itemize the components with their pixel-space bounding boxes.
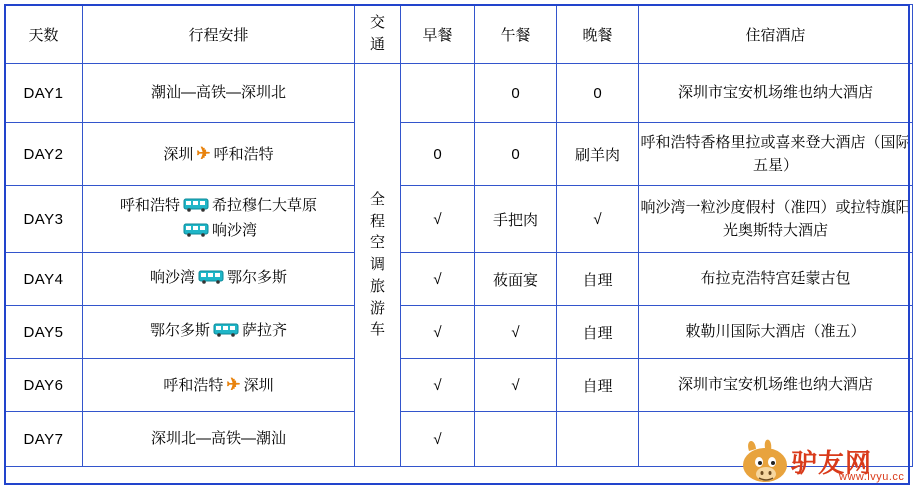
header-breakfast: 早餐	[401, 5, 475, 64]
lunch-cell: √	[475, 306, 557, 359]
day-label: DAY1	[5, 64, 83, 123]
lunch-cell	[475, 412, 557, 467]
plan-cell	[83, 306, 355, 359]
breakfast-cell: 0	[401, 123, 475, 186]
watermark-subtitle: www.lvyu.cc	[839, 471, 905, 483]
day-label: DAY7	[5, 412, 83, 467]
plan-cell	[83, 186, 355, 253]
header-transport-label: 交通	[370, 14, 386, 53]
dinner-cell: 刷羊肉	[557, 123, 639, 186]
plan-text: 深圳北—高铁—潮汕	[150, 430, 286, 448]
lunch-cell: 0	[475, 123, 557, 186]
transport-text: 全程空调旅游车	[370, 190, 386, 339]
plan-to: 呼和浩特	[213, 145, 274, 163]
dinner-cell	[557, 412, 639, 467]
lunch-cell: 0	[475, 64, 557, 123]
itinerary-table	[4, 4, 913, 467]
hotel-cell: 布拉克浩特宫廷蒙古包	[639, 253, 913, 306]
hotel-cell: 响沙湾一粒沙度假村（准四）或拉特旗阳光奥斯特大酒店	[639, 186, 913, 253]
dinner-cell: 0	[557, 64, 639, 123]
plan-to: 萨拉齐	[242, 322, 288, 340]
header-transport	[355, 5, 401, 64]
table-row	[5, 64, 913, 123]
breakfast-cell: √	[401, 253, 475, 306]
plan-from: 鄂尔多斯	[149, 322, 210, 340]
table-row	[5, 359, 913, 412]
header-day: 天数	[5, 5, 83, 64]
plan-to: 响沙湾	[211, 222, 257, 239]
header-plan: 行程安排	[83, 5, 355, 64]
plane-icon: ✈	[196, 143, 211, 163]
watermark-title: 驴友网	[791, 449, 873, 478]
breakfast-cell: √	[401, 359, 475, 412]
lunch-cell: √	[475, 359, 557, 412]
hotel-cell: 敕勒川国际大酒店（准五）	[639, 306, 913, 359]
day-label: DAY4	[5, 253, 83, 306]
plan-from: 呼和浩特	[163, 376, 224, 394]
header-hotel: 住宿酒店	[639, 5, 913, 64]
day-label: DAY5	[5, 306, 83, 359]
bus-icon	[180, 196, 212, 219]
transport-cell	[355, 64, 401, 467]
day-label: DAY2	[5, 123, 83, 186]
hotel-cell: 呼和浩特香格里拉或喜来登大酒店（国际五星）	[639, 123, 913, 186]
lunch-cell: 莜面宴	[475, 253, 557, 306]
day-label: DAY6	[5, 359, 83, 412]
bus-icon	[195, 268, 227, 291]
plan-from: 呼和浩特	[119, 196, 180, 214]
dinner-cell: √	[557, 186, 639, 253]
bus-icon	[210, 321, 242, 344]
plan-to: 鄂尔多斯	[227, 269, 288, 287]
breakfast-cell: √	[401, 186, 475, 253]
itinerary-table-container	[4, 4, 912, 487]
bus-icon	[180, 221, 212, 244]
plan-cell	[83, 64, 355, 123]
plan-cell	[83, 123, 355, 186]
breakfast-cell: √	[401, 306, 475, 359]
plan-mid: 希拉穆仁大草原	[212, 196, 318, 214]
table-row	[5, 123, 913, 186]
breakfast-cell	[401, 64, 475, 123]
dinner-cell: 自理	[557, 253, 639, 306]
hotel-cell: 深圳市宝安机场维也纳大酒店	[639, 64, 913, 123]
header-dinner: 晚餐	[557, 5, 639, 64]
header-lunch: 午餐	[475, 5, 557, 64]
plan-cell	[83, 359, 355, 412]
breakfast-cell: √	[401, 412, 475, 467]
plan-from: 响沙湾	[149, 269, 195, 287]
hotel-cell	[639, 412, 913, 467]
day-label: DAY3	[5, 186, 83, 253]
table-body	[5, 64, 913, 467]
plan-from: 深圳	[163, 145, 194, 163]
plane-icon: ✈	[226, 374, 241, 394]
table-row	[5, 412, 913, 467]
plan-text: 潮汕—高铁—深圳北	[150, 84, 286, 102]
lunch-cell: 手把肉	[475, 186, 557, 253]
table-row	[5, 253, 913, 306]
dinner-cell: 自理	[557, 359, 639, 412]
plan-cell	[83, 412, 355, 467]
table-header-row	[5, 5, 913, 64]
table-row	[5, 306, 913, 359]
table-row	[5, 186, 913, 253]
plan-cell	[83, 253, 355, 306]
dinner-cell: 自理	[557, 306, 639, 359]
hotel-cell: 深圳市宝安机场维也纳大酒店	[639, 359, 913, 412]
plan-to: 深圳	[243, 376, 274, 394]
